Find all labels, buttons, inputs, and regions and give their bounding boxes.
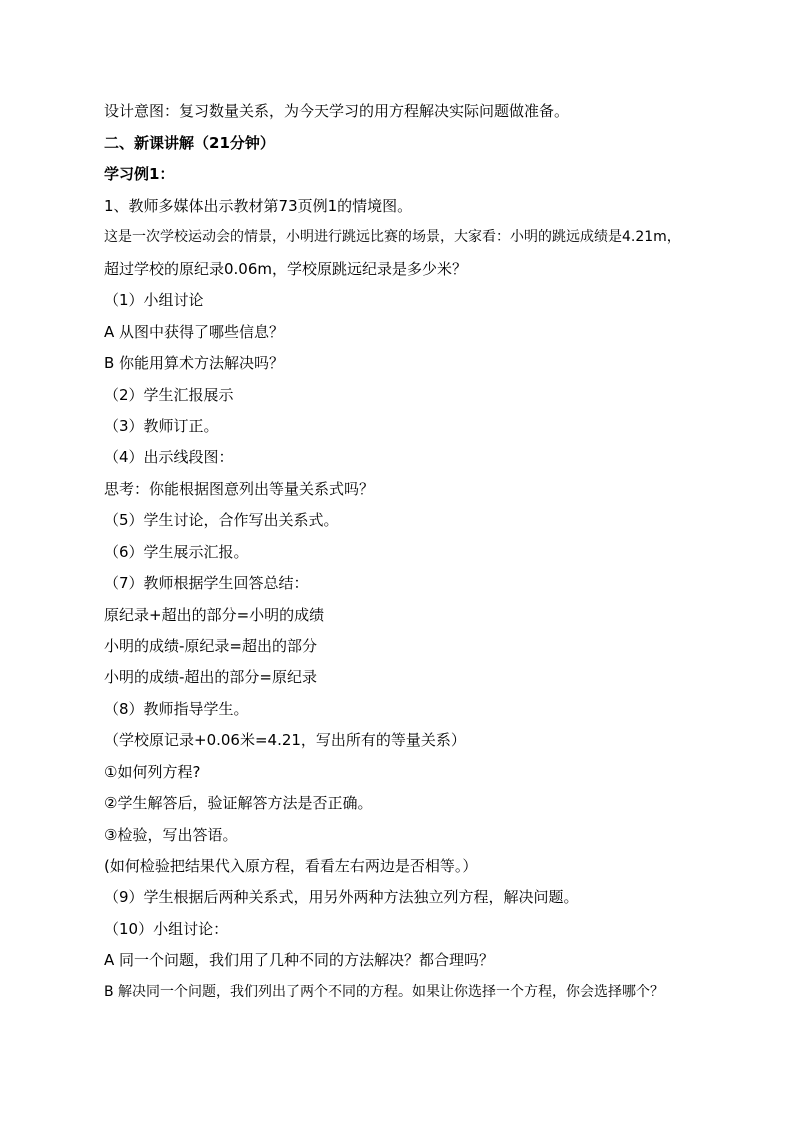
list-item: （学校原记录+0.06米=4.21，写出所有的等量关系） [104,731,466,749]
list-item: （3）教师订正。 [104,417,219,435]
relation-line: 小明的成绩-超出的部分=原纪录 [104,668,317,686]
list-item: （4）出示线段图： [104,448,234,466]
list-item: （7）教师根据学生回答总结： [104,574,309,592]
list-item: A 从图中获得了哪些信息？ [104,323,285,341]
list-item: （5）学生讨论，合作写出关系式。 [104,511,339,529]
list-item: A 同一个问题，我们用了几种不同的方法解决？都合理吗？ [104,951,495,969]
list-item: B 你能用算术方法解决吗？ [104,354,285,372]
scenario-line-1: 这是一次学校运动会的情景，小明进行跳远比赛的场景，大家看：小明的跳远成绩是4.21m， [104,229,681,245]
design-intent-line: 设计意图：复习数量关系，为今天学习的用方程解决实际问题做准备。 [104,102,570,120]
example-heading: 学习例1： [104,165,175,183]
list-item: B 解决同一个问题，我们列出了两个不同的方程。如果让你选择一个方程，你会选择哪个？ [104,984,665,1000]
list-item: （1）小组讨论 [104,291,204,309]
section-heading: 二、新课讲解（21分钟） [104,134,275,152]
list-item: （8）教师指导学生。 [104,700,249,718]
list-item: 思考：你能根据图意列出等量关系式吗？ [104,480,375,498]
relation-line: 原纪录+超出的部分=小明的成绩 [104,606,325,624]
list-item: ③检验，写出答语。 [104,826,238,844]
list-item: （2）学生汇报展示 [104,386,234,404]
list-item: （10）小组讨论： [104,920,229,938]
list-item: (如何检验把结果代入原方程，看看左右两边是否相等。） [104,857,478,875]
list-item: （6）学生展示汇报。 [104,543,249,561]
step-1-line: 1、教师多媒体出示教材第73页例1的情境图。 [104,197,413,215]
list-item: （9）学生根据后两种关系式，用另外两种方法独立列方程，解决问题。 [104,888,579,906]
list-item: ②学生解答后，验证解答方法是否正确。 [104,794,373,812]
scenario-line-2: 超过学校的原纪录0.06m，学校原跳远纪录是多少米？ [104,260,468,278]
list-item: ①如何列方程? [104,763,201,781]
relation-line: 小明的成绩-原纪录=超出的部分 [104,637,317,655]
